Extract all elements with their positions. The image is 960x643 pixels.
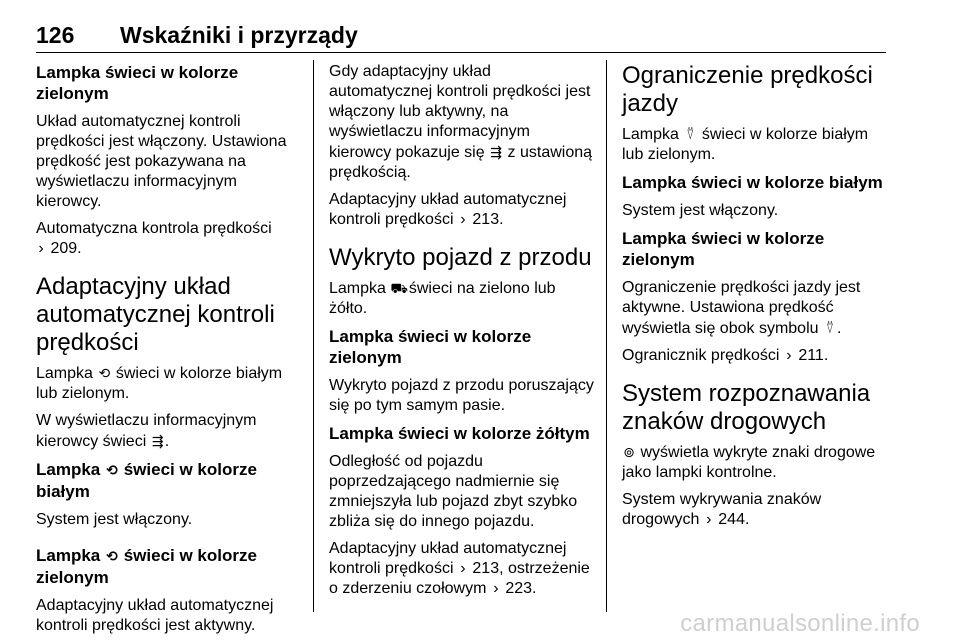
- paragraph: Adaptacyjny układ automatycznej kontroli prędkości › 213.: [329, 191, 567, 228]
- column-divider: [313, 60, 314, 612]
- page-reference[interactable]: 244.: [718, 511, 750, 528]
- section-title: Wskaźniki i przyrządy: [120, 22, 358, 48]
- reference-arrow-icon: ›: [460, 560, 466, 577]
- heading-speed-limiter: Ograniczenie prędkości jazdy: [622, 62, 873, 117]
- heading-white-lamp: Lampka ⟲ świeci w kolorze białym: [36, 460, 257, 501]
- heading-yellow-lamp: Lampka świeci w kolorze żółtym: [329, 424, 590, 443]
- speed-limiter-icon: ⍢: [825, 320, 835, 336]
- heading-green-lamp: Lampka świeci w kolorze zielonym: [36, 63, 239, 103]
- heading-green-lamp: Lampka ⟲ świeci w kolorze zielonym: [36, 546, 257, 587]
- speed-limiter-icon: ⍢: [686, 126, 695, 142]
- watermark: carmanualsonline.info: [680, 610, 920, 637]
- paragraph: System wykrywania znaków drogowych › 244.: [622, 491, 822, 528]
- paragraph: System jest włączony.: [36, 511, 193, 528]
- paragraph: Lampka ⍢ świeci w kolorze białym lub zielonym.: [622, 126, 869, 163]
- reference-arrow-icon: ›: [38, 240, 44, 257]
- page-reference[interactable]: 209.: [50, 240, 82, 257]
- page-reference[interactable]: 213.: [472, 211, 504, 228]
- heading-adaptive-cruise: Adaptacyjny układ automatycznej kontroli prędkości: [36, 273, 275, 356]
- paragraph: Wykryto pojazd z przodu poruszający się po tym samym pasie.: [329, 377, 594, 414]
- page-reference[interactable]: 223.: [505, 580, 537, 597]
- heading-green-lamp: Lampka świeci w kolorze zielonym: [329, 327, 532, 367]
- column-2: [329, 62, 595, 606]
- vehicle-ahead-icon: ⛟: [390, 280, 408, 296]
- reference-arrow-icon: ›: [460, 211, 466, 228]
- paragraph: Lampka ⛟ świeci na zielono lub żółto.: [329, 280, 556, 317]
- paragraph: Gdy adaptacyjny układ automatycznej kontroli prędkości jest włączony lub aktywny, na wyświetlaczu informacyjnym kierowcy pokazuje się ⇶ z ustawioną prędkością.: [329, 63, 593, 181]
- paragraph: Ograniczenie prędkości jazdy jest aktywne. Ustawiona prędkość wyświetla się obok symbolu ⍢ .: [622, 279, 861, 337]
- acc-set-speed-icon: ⇶: [151, 433, 164, 449]
- reference-arrow-icon: ›: [493, 580, 499, 597]
- reference-arrow-icon: ›: [786, 347, 792, 364]
- paragraph: Adaptacyjny układ automatycznej kontroli prędkości › 213, ostrzeżenie o zderzeniu czołowym › 223.: [329, 540, 590, 597]
- traffic-sign-recognition-icon: ⊚: [623, 444, 635, 460]
- paragraph: ⊚ wyświetla wykryte znaki drogowe jako lampki kontrolne.: [622, 444, 876, 481]
- page-reference[interactable]: 211.: [798, 347, 829, 364]
- paragraph: System jest włączony.: [622, 202, 779, 219]
- column-1: [36, 62, 298, 643]
- paragraph: Lampka ⟲ świeci w kolorze białym lub zielonym.: [36, 365, 283, 402]
- page-reference[interactable]: 213, ostrzeżenie o zderzeniu czołowym: [329, 560, 590, 597]
- reference-arrow-icon: ›: [706, 511, 712, 528]
- paragraph: W wyświetlaczu informacyjnym kierowcy świeci ⇶.: [36, 412, 257, 450]
- paragraph: Ogranicznik prędkości › 211.: [622, 347, 829, 364]
- paragraph: Odległość od pojazdu poprzedzającego nadmiernie się zmniejszyła lub pojazd zbyt szybko zbliża się do innego pojazdu.: [329, 453, 578, 530]
- paragraph: Układ automatycznej kontroli prędkości jest włączony. Ustawiona prędkość jest pokazywana na wyświetlaczu informacyjnym kierowcy.: [36, 113, 287, 210]
- adaptive-cruise-icon: ⟲: [98, 365, 111, 381]
- adaptive-cruise-icon: ⟲: [106, 462, 118, 478]
- page-header: [36, 20, 886, 53]
- page-number: 126: [36, 22, 75, 48]
- column-divider: [606, 60, 607, 612]
- paragraph: Automatyczna kontrola prędkości › 209.: [36, 220, 272, 257]
- column-3: [622, 62, 884, 537]
- acc-set-speed-icon: ⇶: [490, 144, 502, 160]
- adaptive-cruise-icon: ⟲: [106, 548, 118, 564]
- heading-white-lamp: Lampka świeci w kolorze białym: [622, 173, 883, 192]
- paragraph: Adaptacyjny układ automatycznej kontroli prędkości jest aktywny.: [36, 597, 274, 634]
- heading-green-lamp: Lampka świeci w kolorze zielonym: [622, 229, 825, 269]
- heading-traffic-sign-recognition: System rozpoznawania znaków drogowych: [622, 380, 871, 435]
- heading-vehicle-ahead: Wykryto pojazd z przodu: [329, 244, 592, 271]
